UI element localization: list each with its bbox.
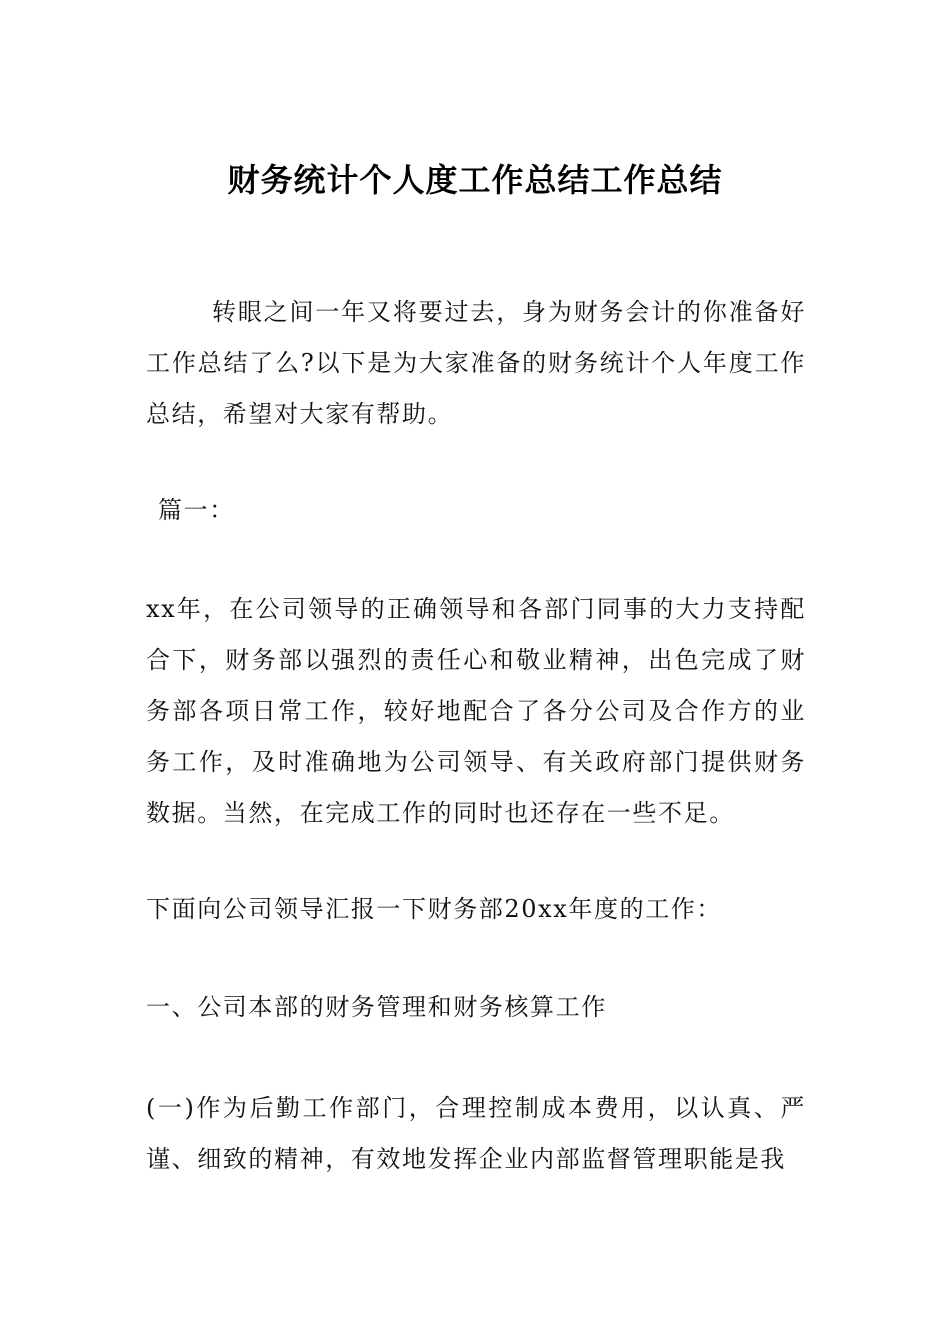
report-intro-paragraph: 下面向公司领导汇报一下财务部20xx年度的工作：	[146, 895, 723, 923]
document-title: 财务统计个人度工作总结工作总结	[227, 161, 723, 199]
subsection-one-paragraph: (一)作为后勤工作部门，合理控制成本费用，以认真、严谨、细致的精神，有效地发挥企业内部监督管理职能是我	[146, 1094, 806, 1173]
section-one-heading: 一、公司本部的财务管理和财务核算工作	[146, 993, 607, 1021]
intro-paragraph: 转眼之间一年又将要过去，身为财务会计的你准备好工作总结了么?以下是为大家准备的财务统计个人年度工作总结，希望对大家有帮助。	[146, 298, 806, 428]
part-heading: 篇一：	[158, 496, 235, 524]
summary-paragraph: xx年，在公司领导的正确领导和各部门同事的大力支持配合下，财务部以强烈的责任心和敬业精神，出色完成了财务部各项日常工作，较好地配合了各分公司及合作方的业务工作，及时准确地为公司领导、有关政府部门提供财务数据。当然，在完成工作的同时也还存在一些不足。	[146, 595, 806, 827]
